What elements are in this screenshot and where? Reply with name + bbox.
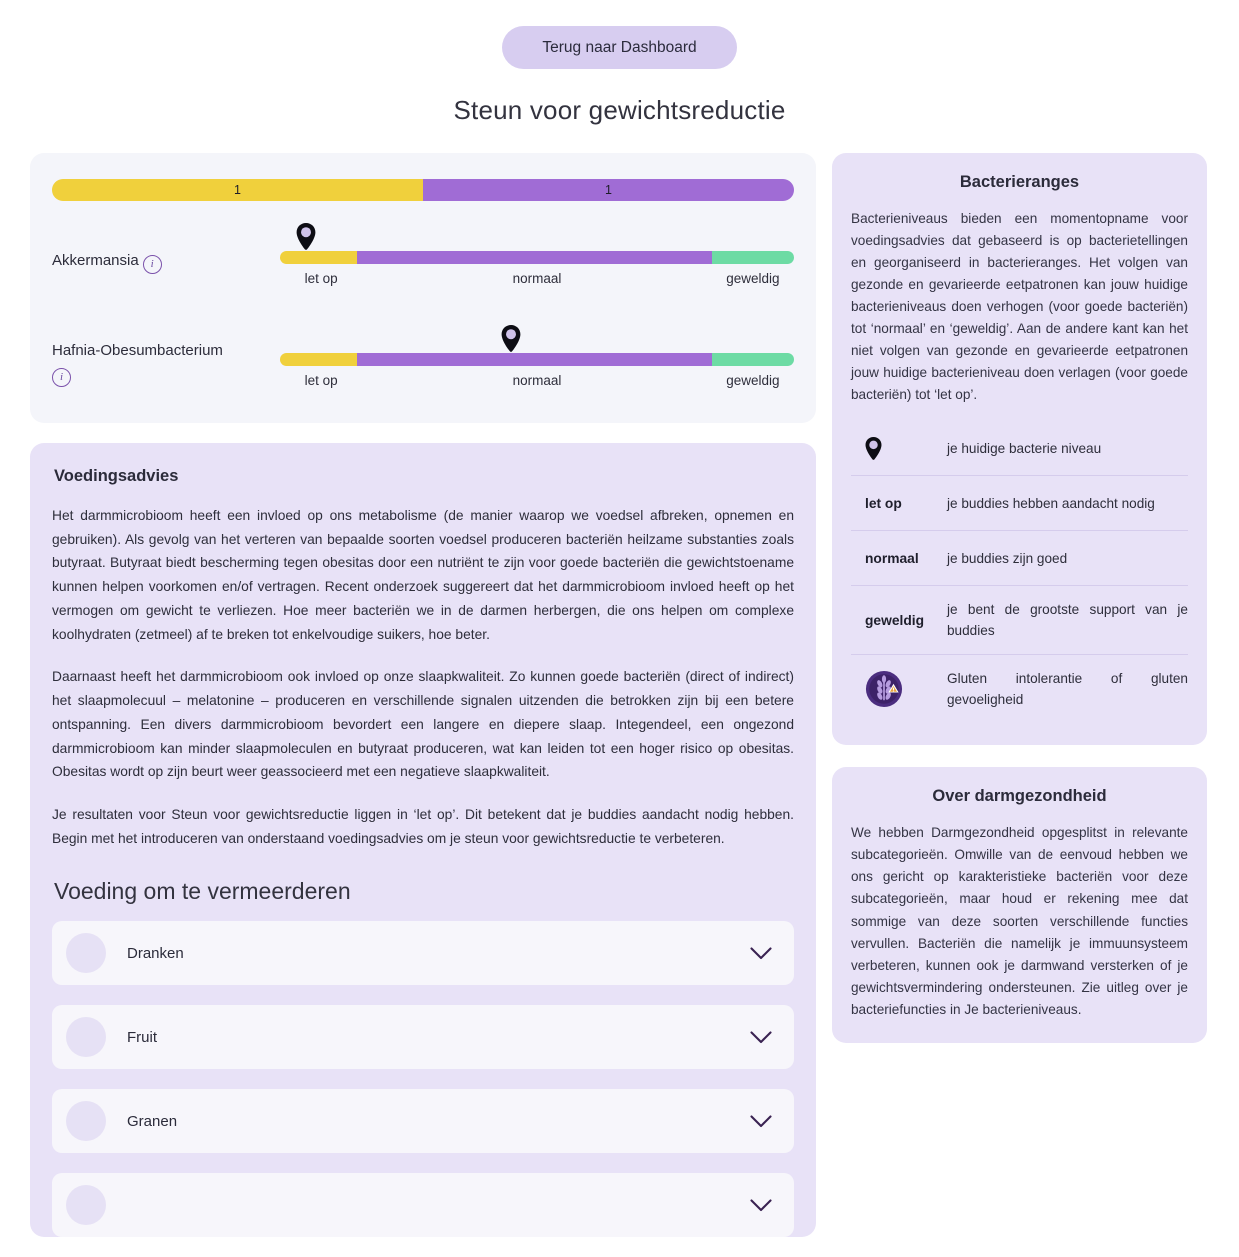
voedingsadvies-title: Voedingsadvies — [54, 467, 179, 486]
summary-segment-normaal — [423, 179, 794, 201]
bacterieranges-card — [832, 153, 1207, 745]
summary-segment-letop-value: 1 — [234, 183, 241, 198]
accordion-item-granen[interactable] — [52, 1089, 794, 1153]
gauge-segment-letop — [280, 251, 357, 264]
bacterieranges-body: Bacterieniveaus bieden een momentopname voor voedingsadvies dat gebaseerd is op bacterietellingen en georganiseerd in bacterieranges. Het volgen van gezonde en gevarieerde eetpatronen kan jouw huidige bacterieniveaus doen verhogen (voor goede bacteriën) tot ‘normaal’ en ‘geweldig’. Aan de andere kant kan het niet volgen van gezonde en gevarieerde eetpatronen jouw huidige bacterieniveau doen verlagen (voor goede bacteriën) tot ‘let op’. — [851, 211, 1188, 403]
over-darmgezondheid-title: Over darmgezondheid — [932, 787, 1107, 806]
map-pin-icon — [501, 325, 521, 352]
gauge-segment-normaal — [357, 353, 712, 366]
advice-paragraph: Daarnaast heeft het darmmicrobioom ook invloed op onze slaapkwaliteit. Zo kunnen goede bacteriën (direct of indirect) het slaapmolecuul – melatonine – produceren en verschillende signalen uitzenden die betrokken zijn bij een betere ontspanning. Een divers darmmicrobioom bevordert een langere en diepere slaap. Integendeel, een ongezond darmmicrobioom kan minder slaapmoleculen en butyraat produceren, wat kan leiden tot een hoger risico op obesitas. Obesitas wordt op zijn beurt weer geassocieerd met een negatieve slaapkwaliteit. — [52, 669, 794, 780]
page-header — [0, 0, 1239, 126]
food-category-icon — [66, 1185, 106, 1225]
right-column — [832, 153, 1207, 1065]
summary-stacked-bar — [52, 179, 794, 201]
legend-value: Gluten intolerantie of gluten gevoeligheid — [947, 671, 1188, 708]
over-darmgezondheid-card — [832, 767, 1207, 1042]
gluten-warning-icon — [865, 670, 903, 708]
legend-list — [851, 428, 1188, 723]
gauge-track — [280, 353, 794, 366]
bacteria-row — [52, 239, 794, 291]
legend-value: je buddies hebben aandacht nodig — [947, 495, 1155, 511]
foods-to-increase-title: Voeding om te vermeerderen — [54, 878, 351, 905]
summary-segment-normaal-value: 1 — [605, 183, 612, 198]
food-category-icon — [66, 1017, 106, 1057]
gauge-segment-geweldig — [712, 251, 794, 264]
accordion-label: Dranken — [127, 944, 184, 962]
legend-row-current-level — [851, 428, 1188, 475]
food-category-icon — [66, 1101, 106, 1141]
bacteria-gauge-akkermansia — [280, 239, 794, 291]
legend-key: normaal — [865, 550, 919, 566]
legend-value: je buddies zijn goed — [947, 550, 1068, 566]
legend-key: geweldig — [865, 612, 925, 628]
bacteria-row — [52, 329, 794, 393]
legend-row-letop — [851, 475, 1188, 530]
advice-paragraph: Het darmmicrobioom heeft een invloed op ons metabolisme (de manier waarop we voedsel afbreken, opnemen en gebruiken). Als gevolg van het verteren van bepaalde soorten voedsel produceren bacteriën heilzame substanties zoals butyraat. Butyraat biedt bescherming tegen obesitas door een nutriënt te zijn voor goede bacteriën die gewichtstoename kunnen helpen voorkomen en/of vertragen. Recent onderzoek suggereert dat het darmmicrobioom invloed heeft op het vermogen om gewicht te verliezen. Hoe meer bacteriën we in de darmen herbergen, die ons helpen om complexe koolhydraten (zetmeel) af te breken tot enkelvoudige suikers, hoe beter. — [52, 508, 794, 642]
gauge-labels — [280, 373, 794, 393]
gauge-segment-geweldig — [712, 353, 794, 366]
left-column — [30, 153, 816, 1257]
bacteria-label: Hafnia-Obesumbacterium — [52, 342, 223, 360]
info-icon[interactable]: i — [143, 255, 162, 274]
legend-key — [851, 437, 947, 460]
gauge-segment-letop — [280, 353, 357, 366]
gauge-segment-normaal — [357, 251, 712, 264]
back-to-dashboard-button[interactable]: Terug naar Dashboard — [502, 26, 736, 69]
over-darmgezondheid-body: We hebben Darmgezondheid opgesplitst in relevante subcategorieën. Omwille van de eenvoud hebben we ons gericht op karakteristieke bacteriën voor deze subcategorieën, maar houd er rekening mee dat sommige van deze soorten verschillende functies vervullen. Bacteriën die namelijk je immuunsysteem verbeteren, kunnen ook je darmwand versterken of je gewichtsvermindering ondersteunen. Zie uitleg over je bacteriefuncties in Je bacterieniveaus. — [851, 825, 1188, 1017]
chevron-down-icon[interactable] — [750, 1031, 772, 1044]
accordion-label: Fruit — [127, 1028, 157, 1046]
accordion-item-fruit[interactable] — [52, 1005, 794, 1069]
bacteria-gauge-card — [30, 153, 816, 423]
gauge-label-normaal: normaal — [512, 373, 562, 389]
food-category-icon — [66, 933, 106, 973]
legend-value: je huidige bacterie niveau — [947, 440, 1102, 456]
bacteria-gauge-hafnia — [280, 329, 794, 393]
page-title: Steun voor gewichtsreductie — [453, 95, 786, 126]
voedingsadvies-card — [30, 443, 816, 1237]
content-columns — [0, 126, 1239, 1257]
legend-row-normaal — [851, 530, 1188, 585]
bacteria-name-akkermansia — [52, 239, 280, 274]
gauge-labels — [280, 271, 794, 291]
map-pin-icon — [296, 223, 316, 250]
legend-key — [851, 670, 947, 708]
chevron-down-icon[interactable] — [750, 1199, 772, 1212]
gauge-label-geweldig: geweldig — [726, 373, 780, 389]
info-icon[interactable]: i — [52, 368, 71, 387]
bacteria-label: Akkermansia — [52, 252, 139, 270]
legend-row-gluten — [851, 654, 1188, 723]
legend-row-geweldig — [851, 585, 1188, 654]
gauge-label-geweldig: geweldig — [726, 271, 780, 287]
gauge-label-normaal: normaal — [512, 271, 562, 287]
accordion-item-partial[interactable] — [52, 1173, 794, 1237]
gauge-label-letop: let op — [304, 271, 338, 287]
bacterieranges-title: Bacterieranges — [959, 173, 1080, 192]
accordion-label: Granen — [127, 1112, 178, 1130]
legend-key: let op — [865, 495, 902, 511]
gauge-track — [280, 251, 794, 264]
chevron-down-icon[interactable] — [750, 947, 772, 960]
summary-segment-letop — [52, 179, 423, 201]
bacteria-name-hafnia — [52, 329, 280, 387]
map-pin-icon — [865, 437, 882, 460]
gauge-label-letop: let op — [304, 373, 338, 389]
chevron-down-icon[interactable] — [750, 1115, 772, 1128]
advice-paragraph: Je resultaten voor Steun voor gewichtsreductie liggen in ‘let op’. Dit betekent dat je buddies aandacht nodig hebben. Begin met het introduceren van onderstaand voedingsadvies om je steun voor gewichtsreductie te verbeteren. — [52, 806, 794, 846]
accordion-item-dranken[interactable] — [52, 921, 794, 985]
legend-value: je bent de grootste support van je buddies — [947, 602, 1188, 639]
